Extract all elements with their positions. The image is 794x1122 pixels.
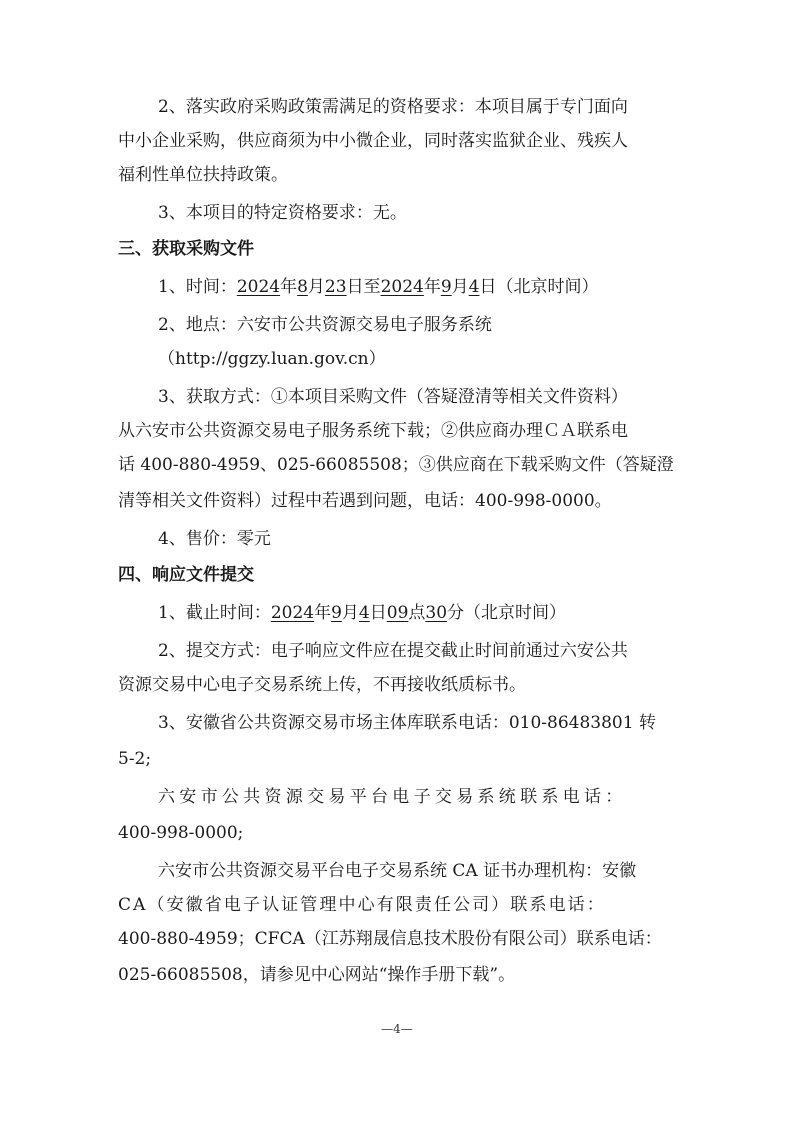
obtain-location-url: （http://ggzy.luan.gov.cn） [158, 349, 386, 369]
deadline-day: 4 [358, 603, 370, 623]
obtain-time [158, 276, 598, 298]
ca-office-website: 025-66085508，请参见中心网站“操作手册下载”。 [118, 965, 516, 985]
month-label: 月 [451, 277, 469, 297]
obtain-method-cont: 从六安市公共资源交易电子服务系统下载；②供应商办理ＣＡ联系电 [118, 421, 628, 441]
deadline-hour: 09 [386, 603, 409, 623]
start-day: 23 [324, 277, 347, 297]
contact-market-database: 3、安徽省公共资源交易市场主体库联系电话：010-86483801 转 [158, 713, 656, 733]
month-label: 月 [307, 277, 325, 297]
hour-label: 点 [408, 603, 426, 623]
platform-contact-phone: 400-998-0000; [118, 823, 244, 843]
deadline-month: 9 [331, 603, 342, 623]
ca-office-cfca: 400-880-4959；CFCA（江苏翔晟信息技术股份有限公司）联系电话： [118, 929, 662, 949]
deadline-minute: 30 [425, 603, 448, 623]
day-label: 日 [369, 603, 387, 623]
paragraph-qualification-policy: 2、落实政府采购政策需满足的资格要求：本项目属于专门面向 [158, 97, 628, 117]
text-line: 中小企业采购，供应商须为中小微企业，同时落实监狱企业、残疾人 [118, 131, 628, 151]
deadline-suffix: 分（北京时间） [447, 603, 567, 623]
ca-office: 六安市公共资源交易平台电子交易系统 CA 证书办理机构：安徽 [158, 861, 637, 881]
submission-deadline [158, 602, 566, 624]
submission-method-end: 资源交易中心电子交易系统上传，不再接收纸质标书。 [118, 675, 526, 695]
to-label: 日至 [346, 277, 381, 297]
obtain-method-end: 清等相关文件资料）过程中若遇到问题，电话：400-998-0000。 [118, 491, 612, 511]
paragraph-qualification-policy-cont [118, 130, 676, 152]
end-year: 2024 [380, 277, 424, 297]
document-price: 4、售价：零元 [158, 529, 271, 549]
year-label: 年 [314, 603, 332, 623]
start-year: 2024 [236, 277, 281, 297]
start-month: 8 [297, 277, 308, 297]
paragraph-special-qualification: 3、本项目的特定资格要求：无。 [158, 203, 407, 223]
platform-contact: 六安市公共资源交易平台电子交易系统联系电话： [158, 787, 627, 807]
obtain-location: 2、地点：六安市公共资源交易电子服务系统 [158, 315, 492, 335]
end-day: 4 [468, 277, 480, 297]
time-suffix: 日（北京时间） [479, 277, 599, 297]
ca-office-anhui: CA（安徽省电子认证管理中心有限责任公司）联系电话： [118, 895, 606, 915]
deadline-year: 2024 [270, 603, 315, 623]
page-number: —4— [381, 1022, 413, 1036]
deadline-prefix: 1、截止时间： [158, 603, 271, 623]
year-label: 年 [423, 277, 441, 297]
section-title-submission: 四、响应文件提交 [118, 565, 254, 585]
year-label: 年 [280, 277, 298, 297]
obtain-method-cont: 话 400-880-4959、025-66085508；③供应商在下载采购文件（答疑澄 [118, 455, 674, 475]
contact-market-database-ext: 5-2; [118, 749, 152, 769]
submission-method: 2、提交方式：电子响应文件应在提交截止时间前通过六安公共 [158, 641, 628, 661]
paragraph-qualification-policy-end: 福利性单位扶持政策。 [118, 165, 288, 185]
month-label: 月 [341, 603, 359, 623]
section-title-obtain-documents: 三、获取采购文件 [118, 239, 254, 259]
end-month: 9 [440, 277, 452, 297]
time-prefix: 1、时间： [158, 277, 237, 297]
obtain-method: 3、获取方式：①本项目采购文件（答疑澄清等相关文件资料） [158, 387, 628, 407]
